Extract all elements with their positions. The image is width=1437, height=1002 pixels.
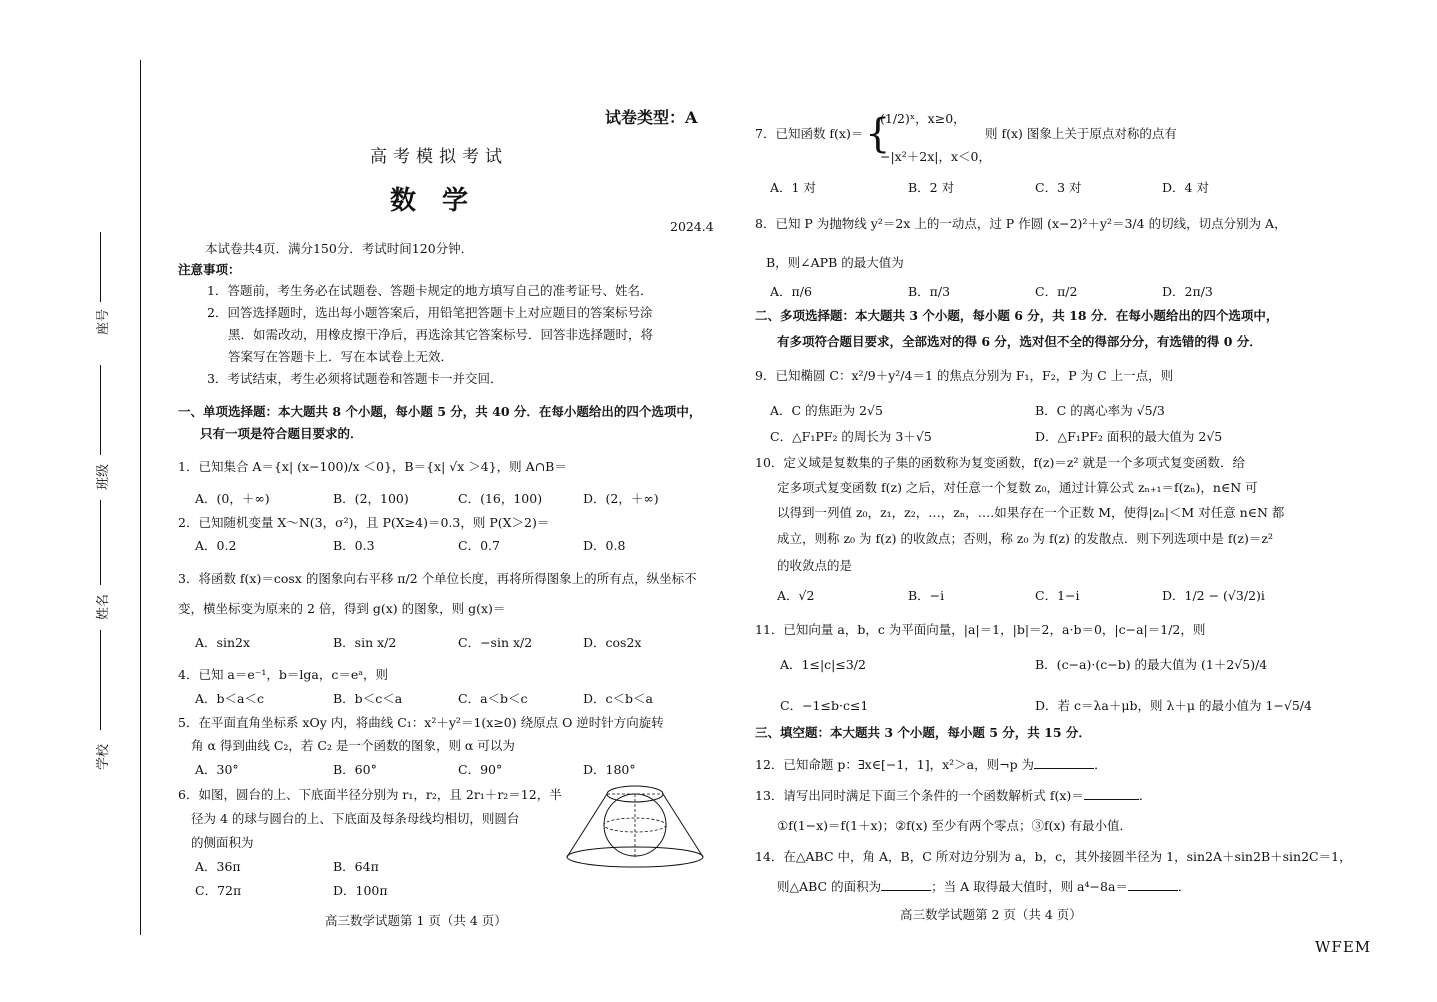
section-2-heading-cont: 有多项符合题目要求，全部选对的得 6 分，选对但不全的得部分分，有选错的得 0 分． [777,334,1262,349]
notice-item-2: 2．回答选择题时，选出每小题答案后，用铅笔把答题卡上对应题目的答案标号涂 [207,305,653,320]
question-10-stem: 10．定义域是复数集的子集的函数称为复变函数，f(z)＝z² 就是一个多项式复变函数．给 [755,455,1245,470]
q4-option-a: A．b＜a＜c [195,691,264,706]
q13-conditions: ①f(1−x)＝f(1＋x)；②f(x) 至少有两个零点；③f(x) 有最小值． [777,818,1132,833]
q7-option-b: B．2 对 [908,180,955,195]
question-11-stem: 11．已知向量 a，b，c 为平面向量，|a|＝1，|b|＝2，a·b＝0，|c−a|＝1/2，则 [755,622,1206,637]
q2-option-b: B．0.3 [333,538,375,553]
notice-item-2-cont: 黑．如需改动，用橡皮擦干净后，再选涂其它答案标号．回答非选择题时，将 [228,327,654,342]
q4-option-c: C．a＜b＜c [458,691,528,706]
q2-option-c: C．0.7 [458,538,500,553]
seat-label: 座号 [96,308,111,335]
q14-part-1: 则△ABC 的面积为 [777,879,882,894]
paper-type: 试卷类型：A [605,108,698,127]
q10-option-d: D．1/2 − (√3/2)i [1162,588,1265,603]
question-5-stem-cont: 角 α 得到曲线 C₂，若 C₂ 是一个函数的图象，则 α 可以为 [191,738,515,753]
name-label: 姓名 [96,593,111,620]
question-6-stem-cont: 的侧面积为 [191,835,254,850]
q3-option-a: A．sin2x [195,635,250,650]
q2-option-d: D．0.8 [583,538,626,553]
q10-option-c: C．1−i [1035,588,1080,603]
question-10-stem-cont: 定多项式复变函数 f(z) 之后，对任意一个复数 z₀，通过计算公式 zₙ₊₁＝f(zₙ)，n∈N 可 [777,480,1258,495]
q13-answer-blank [1084,787,1139,800]
intro: 本试卷共4页．满分150分．考试时间120分钟． [205,241,474,256]
q11-option-b: B．(c−a)·(c−b) 的最大值为 (1＋2√5)/4 [1035,657,1268,672]
q10-option-a: A．√2 [777,588,815,603]
q9-option-c: C．△F₁PF₂ 的周长为 3＋√5 [770,429,932,444]
q4-option-d: D．c＜b＜a [583,691,653,706]
frustum-sphere-figure [560,782,710,872]
q7-option-a: A．1 对 [770,180,816,195]
q6-option-a: A．36π [195,859,241,874]
notice-item-2-cont: 答案写在答题卡上．写在本试卷上无效． [228,349,454,364]
q3-option-c: C．−sin x/2 [458,635,533,650]
question-10-stem-cont: 的收敛点的是 [777,558,853,573]
question-6-stem: 6．如图，圆台的上、下底面半径分别为 r₁，r₂，且 2r₁＋r₂＝12，半 [178,787,562,802]
q12-answer-blank [1034,756,1094,769]
notice-title: 注意事项： [178,262,241,277]
question-3-stem-cont: 变，横坐标变为原来的 2 倍，得到 g(x) 的图象，则 g(x)＝ [178,601,506,616]
q9-option-d: D．△F₁PF₂ 面积的最大值为 2√5 [1035,429,1223,444]
q6-option-c: C．72π [195,883,242,898]
q14-answer-blank-1 [881,878,931,891]
q9-option-a: A．C 的焦距为 2√5 [770,403,883,418]
q6-option-b: B．64π [333,859,379,874]
q7-option-c: C．3 对 [1035,180,1082,195]
question-2-stem: 2．已知随机变量 X～N(3，σ²)，且 P(X≥4)＝0.3，则 P(X＞2)＝ [178,515,550,530]
watermark-code: WFEM [1315,938,1372,956]
q14-end: ． [1177,879,1191,894]
q1-option-b: B．(2，100) [333,491,409,506]
seat-blank [100,232,101,302]
question-6-stem-cont: 径为 4 的球与圆台的上、下底面及每条母线均相切，则圆台 [191,811,520,826]
question-12 [755,756,1107,774]
q11-option-a: A．1≤|c|≤3/2 [780,657,866,672]
section-3-heading: 三、填空题：本大题共 3 个小题，每小题 5 分，共 15 分． [755,725,1091,740]
q8-option-a: A．π/6 [770,284,812,299]
q8-option-d: D．2π/3 [1162,284,1213,299]
q8-option-c: C．π/2 [1035,284,1078,299]
question-7-stem: 7．已知函数 f(x)＝ [755,126,864,141]
question-3-stem: 3．将函数 f(x)＝cosx 的图象向右平移 π/2 个单位长度，再将所得图象上的所有点，纵坐标不 [178,571,697,586]
piecewise-brace: { [865,111,891,157]
q11-option-c: C．−1≤b·c≤1 [780,698,869,713]
question-8-stem-cont: B，则∠APB 的最大值为 [766,255,904,270]
question-10-stem-cont: 成立，则称 z₀ 为 f(z) 的收敛点；否则，称 z₀ 为 f(z) 的发散点．则下列选项中是 f(z)＝z² [777,531,1273,546]
q11-option-d: D．若 c＝λa＋μb，则 λ＋μ 的最小值为 1−√5/4 [1035,698,1312,713]
q7-option-d: D．4 对 [1162,180,1209,195]
q5-option-b: B．60° [333,762,377,777]
q6-option-d: D．100π [333,883,388,898]
q1-option-c: C．(16，100) [458,491,543,506]
section-2-heading: 二、多项选择题：本大题共 3 个小题，每小题 6 分，共 18 分．在每小题给出的四个选项中， [755,308,1279,323]
q4-option-b: B．b＜c＜a [333,691,403,706]
question-4-stem: 4．已知 a＝e⁻¹，b＝lga，c＝eᵃ，则 [178,667,389,682]
question-10-stem-cont: 以得到一列值 z₀，z₁，z₂，…，zₙ，….如果存在一个正数 M，使得|zₙ|＜M 对任意 n∈N 都 [777,505,1285,520]
class-label: 班级 [96,463,111,490]
question-9-stem: 9．已知椭圆 C：x²/9＋y²/4＝1 的焦点分别为 F₁，F₂，P 为 C 上一点，则 [755,368,1174,383]
q5-option-a: A．30° [195,762,239,777]
question-1-stem: 1．已知集合 A＝{x| (x−100)/x ＜0}，B＝{x| √x ＞4}，则 A∩B＝ [178,459,567,474]
name-blank [100,500,101,585]
question-5-stem: 5．在平面直角坐标系 xOy 内，将曲线 C₁：x²＋y²＝1(x≥0) 绕原点 O 逆时针方向旋转 [178,715,664,730]
school-blank [100,630,101,730]
q2-option-a: A．0.2 [195,538,237,553]
q10-option-b: B．−i [908,588,945,603]
q12-end: ． [1094,757,1107,772]
q9-option-b: B．C 的离心率为 √5/3 [1035,403,1165,418]
q7-case-2: −|x²＋2x|，x＜0， [880,149,991,164]
question-14-stem-cont [777,878,1190,896]
q14-answer-blank-2 [1128,878,1178,891]
q1-option-d: D．(2，＋∞) [583,491,659,506]
question-8-stem: 8．已知 P 为抛物线 y²＝2x 上的一动点，过 P 作圆 (x−2)²＋y²＝3/4 的切线，切点分别为 A， [755,216,1287,231]
notice-item-1: 1．答题前，考生务必在试题卷、答题卡规定的地方填写自己的准考证号、姓名． [207,283,653,298]
q3-option-b: B．sin x/2 [333,635,397,650]
question-13 [755,787,1151,805]
q5-option-c: C．90° [458,762,503,777]
question-14-stem: 14．在△ABC 中，角 A，B，C 所对边分别为 a，b，c，其外接圆半径为 1，sin2A＋sin2B＋sin2C＝1， [755,849,1352,864]
exam-name: 高考模拟考试 [370,147,508,167]
q5-option-d: D．180° [583,762,636,777]
page-footer-right: 高三数学试题第 2 页（共 4 页） [900,907,1082,922]
binding-line [140,60,141,935]
subject-title: 数 学 [390,186,469,216]
school-label: 学校 [96,743,111,770]
q14-part-2: ；当 A 取得最大值时，则 a⁴−8a＝ [931,879,1128,894]
exam-date: 2024.4 [670,219,714,234]
q1-option-a: A．(0，＋∞) [195,491,270,506]
notice-item-3: 3．考试结束，考生必须将试题卷和答题卡一并交回． [207,371,503,386]
q12-stem: 12．已知命题 p：∃x∈[−1，1]，x²＞a，则¬p 为 [755,757,1035,772]
q13-stem: 13．请写出同时满足下面三个条件的一个函数解析式 f(x)＝ [755,788,1084,803]
section-1-heading: 一、单项选择题：本大题共 8 个小题，每小题 5 分，共 40 分．在每小题给出的四个选项中， [178,404,702,419]
q7-case-1: (1/2)ˣ，x≥0， [880,111,966,126]
page-footer-left: 高三数学试题第 1 页（共 4 页） [325,913,507,928]
q13-end: ． [1138,788,1152,803]
class-blank [100,365,101,455]
question-7-stem-cont: 则 f(x) 图象上关于原点对称的点有 [985,126,1177,141]
q8-option-b: B．π/3 [908,284,951,299]
section-1-heading-cont: 只有一项是符合题目要求的． [200,426,363,441]
q3-option-d: D．cos2x [583,635,642,650]
